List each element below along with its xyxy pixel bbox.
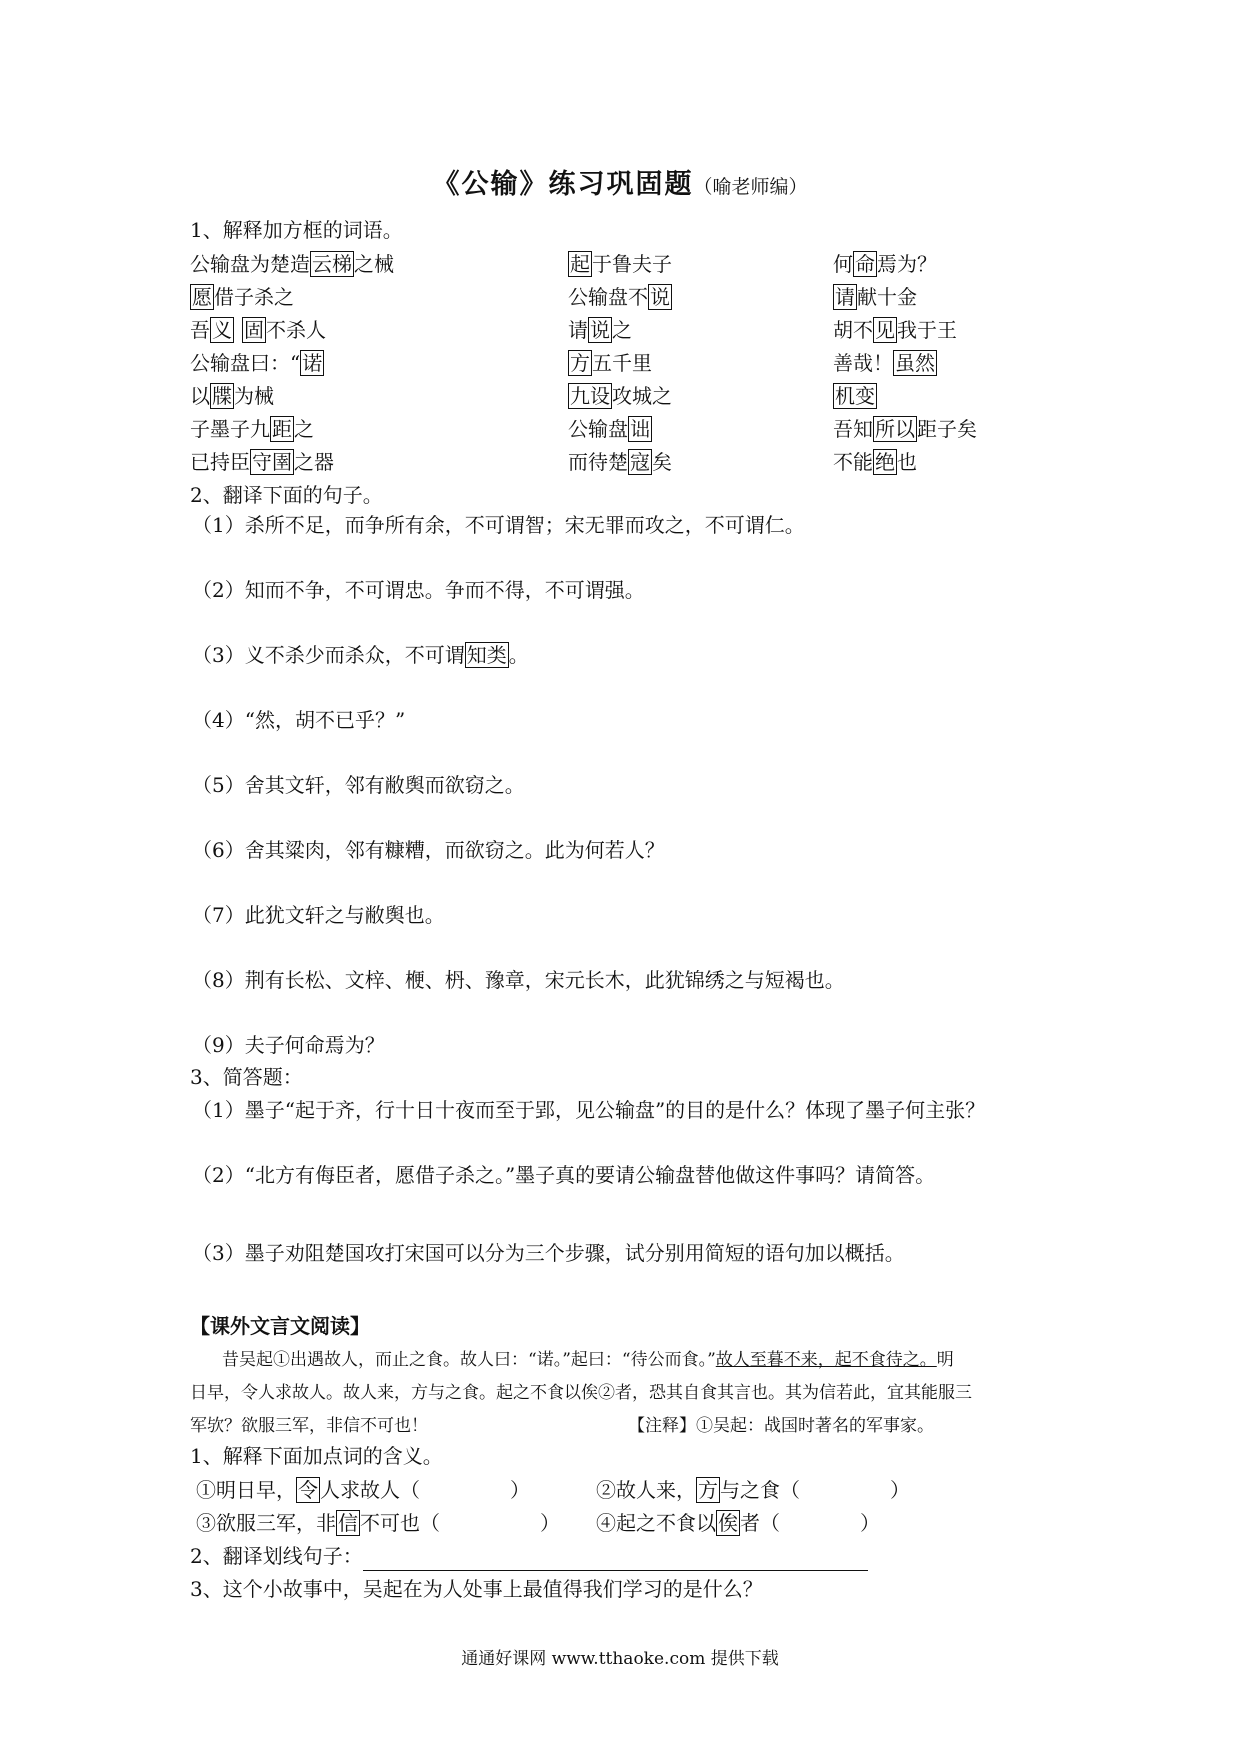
item-text: 者（ bbox=[740, 1511, 780, 1535]
translate-item-8: （8）荆有长松、文梓、楩、枬、豫章，宋元长木，此犹锦绣之与短褐也。 bbox=[192, 968, 845, 992]
vocab-text: 之器 bbox=[294, 450, 334, 474]
item-text: ） bbox=[860, 1511, 880, 1535]
vocab-text: 公输盘不 bbox=[568, 285, 648, 309]
vocab-item bbox=[833, 315, 957, 345]
vocab-text: 已持臣 bbox=[190, 450, 250, 474]
short-answer-2: （2）“北方有侮臣者，愿借子杀之。”墨子真的要请公输盘替他做这件事吗？请简答。 bbox=[192, 1163, 936, 1187]
vocab-text: 焉为？ bbox=[877, 252, 937, 276]
vocab-item bbox=[190, 282, 294, 312]
translate-item-3-pre: （3）义不杀少而杀众，不可谓 bbox=[192, 643, 465, 667]
extra-q3: 3、这个小故事中，吴起在为人处事上最值得我们学习的是什么？ bbox=[190, 1577, 763, 1601]
vocab-text: 何 bbox=[833, 252, 853, 276]
vocab-text: 借子杀之 bbox=[214, 285, 294, 309]
vocab-text: 子墨子九 bbox=[190, 417, 270, 441]
answer-line[interactable] bbox=[363, 1546, 868, 1571]
boxed-word: 愿 bbox=[192, 285, 212, 309]
vocab-item bbox=[568, 249, 672, 279]
translate-item-5: （5）舍其文轩，邻有敝舆而欲窃之。 bbox=[192, 773, 525, 797]
item-text: ） bbox=[540, 1511, 560, 1535]
boxed-word: 知类 bbox=[466, 643, 507, 667]
vocab-item bbox=[568, 381, 672, 411]
vocab-text: 不能 bbox=[833, 450, 873, 474]
passage-line-1-a: 昔吴起①出遇故人，而止之食。故人曰：“诺。”起曰：“待公而食。” bbox=[222, 1350, 716, 1370]
boxed-word: 寇 bbox=[630, 450, 650, 474]
item-text: ①明日早， bbox=[196, 1478, 296, 1502]
part2-heading: 2、翻译下面的句子。 bbox=[190, 483, 383, 507]
vocab-text: 善哉！ bbox=[833, 351, 893, 375]
vocab-item bbox=[568, 315, 632, 345]
page-title bbox=[0, 162, 1240, 201]
boxed-word: 诎 bbox=[630, 417, 650, 441]
boxed-word: 起 bbox=[570, 252, 590, 276]
vocab-item bbox=[190, 414, 314, 444]
boxed-word: 距 bbox=[272, 417, 292, 441]
vocab-text: 公输盘 bbox=[568, 417, 628, 441]
item-text: 不可也（ bbox=[360, 1511, 440, 1535]
vocab-item bbox=[833, 348, 937, 378]
short-answer-1: （1）墨子“起于齐，行十日十夜而至于郢，见公输盘”的目的是什么？体现了墨子何主张？ bbox=[192, 1098, 986, 1122]
vocab-item bbox=[190, 348, 324, 378]
translate-item-6: （6）舍其粱肉，邻有糠糟，而欲窃之。此为何若人？ bbox=[192, 838, 665, 862]
vocab-item bbox=[833, 447, 917, 477]
boxed-word: 方 bbox=[570, 351, 590, 375]
vocab-text: 吾知 bbox=[833, 417, 873, 441]
boxed-word: 信 bbox=[338, 1511, 358, 1535]
extra-q1-item-2 bbox=[596, 1475, 910, 1505]
extra-q1-item-1 bbox=[196, 1475, 530, 1505]
translate-item-3-post: 。 bbox=[508, 643, 529, 667]
translate-item-9: （9）夫子何命焉为？ bbox=[192, 1033, 385, 1057]
boxed-word: 请 bbox=[835, 285, 855, 309]
extra-q1-item-3 bbox=[196, 1508, 560, 1538]
short-answer-3: （3）墨子劝阻楚国攻打宋国可以分为三个步骤，试分别用简短的语句加以概括。 bbox=[192, 1241, 905, 1265]
vocab-text: 请 bbox=[568, 318, 588, 342]
vocab-text: 也 bbox=[897, 450, 917, 474]
boxed-word: 说 bbox=[650, 285, 670, 309]
vocab-text: 攻城之 bbox=[612, 384, 672, 408]
passage-line-2: 日早，令人求故人。故人来，方与之食。起之不食以俟②者，恐其自食其言也。其为信若此，宜其能服三 bbox=[190, 1383, 972, 1403]
translate-item-7: （7）此犹文轩之与敝舆也。 bbox=[192, 903, 445, 927]
underlined-sentence: 故人至暮不来，起不食待之。 bbox=[715, 1350, 937, 1370]
item-text: ②故人来， bbox=[596, 1478, 696, 1502]
vocab-item bbox=[568, 414, 652, 444]
extra-q1-heading: 1、解释下面加点词的含义。 bbox=[190, 1444, 443, 1468]
translate-item-3 bbox=[192, 640, 529, 670]
boxed-word: 令 bbox=[298, 1478, 318, 1502]
extra-reading-heading: 【课外文言文阅读】 bbox=[190, 1314, 370, 1338]
boxed-word: 诺 bbox=[302, 351, 323, 375]
vocab-item bbox=[190, 381, 274, 411]
passage-line-1-b: 明 bbox=[936, 1350, 954, 1370]
vocab-text: 于鲁夫子 bbox=[592, 252, 672, 276]
boxed-word: 说 bbox=[590, 318, 610, 342]
passage-line-1 bbox=[222, 1345, 954, 1375]
vocab-item bbox=[568, 447, 672, 477]
footer-credit: 通通好课网 www.tthaoke.com 提供下载 bbox=[461, 1649, 779, 1669]
vocab-text: 公输盘曰：“ bbox=[190, 351, 301, 375]
vocab-item bbox=[833, 414, 977, 444]
title-author: （喻老师编） bbox=[693, 176, 808, 198]
boxed-word: 机变 bbox=[835, 384, 875, 408]
vocab-text: 矣 bbox=[652, 450, 672, 474]
boxed-word: 义 bbox=[212, 318, 232, 342]
vocab-text: 公输盘为楚造 bbox=[190, 252, 310, 276]
item-text: 与之食（ bbox=[720, 1478, 800, 1502]
vocab-text: 我于王 bbox=[897, 318, 957, 342]
extra-q2 bbox=[190, 1541, 868, 1571]
vocab-text: 距子矣 bbox=[917, 417, 977, 441]
boxed-word: 固 bbox=[244, 318, 264, 342]
item-text: ④起之不食以 bbox=[596, 1511, 716, 1535]
translate-item-4: （4）“然，胡不已乎？” bbox=[192, 708, 406, 732]
boxed-word: 见 bbox=[875, 318, 895, 342]
vocab-item bbox=[833, 381, 877, 411]
boxed-word: 所以 bbox=[875, 417, 915, 441]
boxed-word: 云梯 bbox=[312, 252, 352, 276]
vocab-item bbox=[568, 348, 652, 378]
passage-note: 【注释】①吴起：战国时著名的军事家。 bbox=[628, 1416, 934, 1436]
item-text: 人求故人（ bbox=[320, 1478, 420, 1502]
item-text: ） bbox=[510, 1478, 530, 1502]
boxed-word: 俟 bbox=[718, 1511, 738, 1535]
vocab-text: 吾 bbox=[190, 318, 210, 342]
part1-heading: 1、解释加方框的词语。 bbox=[190, 218, 403, 242]
item-text: ③欲服三军，非 bbox=[196, 1511, 336, 1535]
vocab-item bbox=[833, 282, 917, 312]
vocab-text: 之 bbox=[612, 318, 632, 342]
boxed-word: 命 bbox=[855, 252, 875, 276]
boxed-word: 方 bbox=[698, 1478, 718, 1502]
translate-item-2: （2）知而不争，不可谓忠。争而不得，不可谓强。 bbox=[192, 578, 645, 602]
boxed-word: 虽然 bbox=[895, 351, 935, 375]
vocab-text: 献十金 bbox=[857, 285, 917, 309]
boxed-word: 九设 bbox=[570, 384, 610, 408]
vocab-item bbox=[190, 315, 326, 345]
vocab-text: 为械 bbox=[234, 384, 274, 408]
item-text: ） bbox=[890, 1478, 910, 1502]
vocab-item bbox=[190, 447, 334, 477]
boxed-word: 牒 bbox=[212, 384, 232, 408]
vocab-text: 五千里 bbox=[592, 351, 652, 375]
boxed-word: 守圉 bbox=[252, 450, 292, 474]
translate-item-1: （1）杀所不足，而争所有余，不可谓智；宋无罪而攻之，不可谓仁。 bbox=[192, 513, 805, 537]
part3-heading: 3、简答题： bbox=[190, 1065, 303, 1089]
boxed-word: 绝 bbox=[875, 450, 895, 474]
vocab-item bbox=[833, 249, 937, 279]
vocab-text: 以 bbox=[190, 384, 210, 408]
vocab-text: 胡不 bbox=[833, 318, 873, 342]
vocab-item bbox=[568, 282, 672, 312]
vocab-item bbox=[190, 249, 394, 279]
vocab-text: 之 bbox=[294, 417, 314, 441]
title-main: 《公输》练习巩固题 bbox=[432, 169, 694, 200]
extra-q2-label: 2、翻译划线句子： bbox=[190, 1544, 363, 1568]
vocab-text: 而待楚 bbox=[568, 450, 628, 474]
extra-q1-item-4 bbox=[596, 1508, 880, 1538]
passage-line-3: 军欤？欲服三军，非信不可也！ bbox=[190, 1416, 428, 1436]
vocab-text: 不杀人 bbox=[266, 318, 326, 342]
vocab-text: 之械 bbox=[354, 252, 394, 276]
